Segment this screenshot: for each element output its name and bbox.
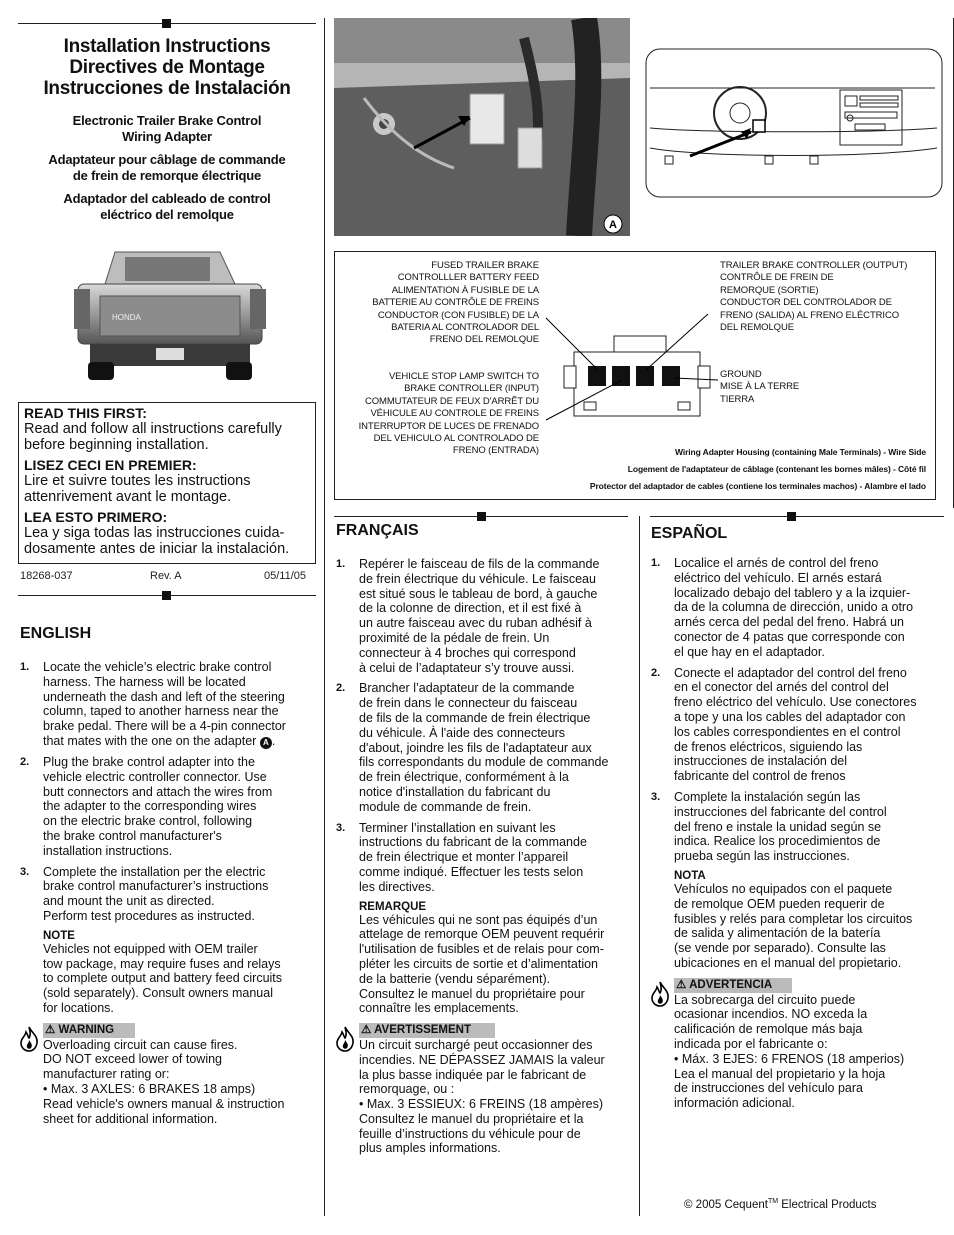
step-line: eléctrico del vehículo. El arnés estará bbox=[674, 570, 882, 585]
step-line: underneath the dash and left of the steering bbox=[43, 689, 285, 704]
step-number: 3. bbox=[336, 821, 346, 834]
warning-label-text: AVERTISSEMENT bbox=[374, 1024, 472, 1037]
step-number: 1. bbox=[20, 661, 30, 673]
callout-line: FRENO (ENTRADA) bbox=[452, 445, 539, 457]
step-line: Terminer l’installation en suivant les bbox=[359, 820, 556, 835]
subtitle-line: Electronic Trailer Brake Control bbox=[72, 113, 262, 128]
callout-line: CONTRÔLE DE FREIN DE bbox=[720, 272, 834, 284]
step-line: column, taped to another harness near the bbox=[43, 704, 279, 719]
note-line: for locations. bbox=[43, 1000, 114, 1015]
section-marker bbox=[162, 19, 171, 28]
subtitle-line: de frein de remorque électrique bbox=[72, 168, 262, 183]
warning-triangle-icon: ⚠ bbox=[45, 1023, 56, 1036]
read-first-fr-line: Lire et suivre toutes les instructions bbox=[24, 473, 251, 489]
step-line: fabricante del control de frenos bbox=[674, 769, 846, 784]
read-first-fr-heading: LISEZ CECI EN PREMIER: bbox=[24, 457, 197, 473]
step-line: el que hay en el adaptador. bbox=[674, 644, 825, 659]
connector-housing-drawing bbox=[540, 290, 720, 440]
step-line: proximité de la pédale de frein. Un bbox=[359, 630, 550, 645]
step-line: de la colonne de direction, et il est fixé à bbox=[359, 601, 582, 616]
note-line: ubicaciones en el manual del propietario. bbox=[674, 955, 902, 970]
step-line: connecteur à 4 broches qui correspond bbox=[359, 645, 576, 660]
step-line: brake pedal. There will be a 4-pin connector bbox=[43, 719, 286, 734]
note-line: Les véhicules qui ne sont pas équipés d’un bbox=[359, 912, 598, 927]
step-line: the adapter to the corresponding wires bbox=[43, 799, 257, 814]
step-item bbox=[651, 666, 949, 784]
warning-label-text: WARNING bbox=[58, 1023, 115, 1036]
warning-line: la plus basse indiquée par le fabricant de bbox=[359, 1067, 587, 1082]
note-text bbox=[674, 882, 949, 971]
subtitle-line: Adaptateur pour câblage de commande bbox=[48, 152, 286, 167]
callout-line: COMMUTATEUR DE FEUX D'ARRÊT DU bbox=[364, 395, 539, 407]
step-line: prueba según las instrucciones. bbox=[674, 849, 850, 864]
step-line: butt connectors and attach the wires from bbox=[43, 784, 273, 799]
step-line: a tope y una los cables del adaptador con bbox=[674, 709, 906, 724]
step-line: du véhicule. À l'aide des connecteurs bbox=[359, 725, 565, 740]
english-heading: ENGLISH bbox=[20, 625, 92, 642]
callout-line: CONDUCTOR DEL CONTROLADOR DE bbox=[720, 297, 892, 309]
step-line: de frein dans le connecteur du faisceau bbox=[359, 696, 578, 711]
note-line: Vehículos no equipados con el paquete bbox=[674, 881, 893, 896]
truck-rear-image bbox=[70, 244, 270, 384]
callout-line: BRAKE CONTROLLER (INPUT) bbox=[404, 383, 539, 395]
step-line: on the electric brake control, following bbox=[43, 814, 253, 829]
callout-line: REMORQUE (SORTIE) bbox=[720, 284, 819, 296]
step-line: vehicle electric controller connector. Use bbox=[43, 769, 267, 784]
callout-ground bbox=[720, 369, 900, 406]
read-first-es-line: Lea y siga todas las instrucciones cuida- bbox=[24, 525, 285, 541]
step-line: brake control manufacturer’s instructions bbox=[43, 879, 269, 894]
callout-line: VEHICLE STOP LAMP SWITCH TO bbox=[388, 371, 539, 382]
step-item bbox=[336, 821, 632, 895]
under-dash-photo bbox=[334, 18, 630, 236]
step-item bbox=[651, 790, 949, 864]
read-first-es-heading: LEA ESTO PRIMERO: bbox=[24, 509, 168, 525]
note-heading: REMARQUE bbox=[359, 900, 427, 913]
page-title bbox=[18, 36, 316, 99]
step-item bbox=[20, 755, 316, 859]
dashboard-drawing bbox=[645, 48, 943, 198]
section-marker bbox=[162, 591, 171, 600]
step-number: 3. bbox=[651, 790, 661, 803]
warning-line: sheet for additional information. bbox=[43, 1111, 218, 1126]
note-text bbox=[43, 942, 316, 1016]
caption-line: Wiring Adapter Housing (containing Male Terminals) - Wire Side bbox=[674, 447, 926, 457]
callout-line: FRENO (SALIDA) AL FRENO ELÉCTRICO bbox=[720, 309, 899, 321]
title-en: Installation Instructions bbox=[63, 36, 271, 57]
note-line: (se vende por separado). Consulte las bbox=[674, 941, 886, 956]
callout-line: VÉHICULE AU CONTROLE DE FREINS bbox=[370, 408, 539, 420]
copyright-company: Electrical Products bbox=[778, 1198, 877, 1211]
step-line: freno eléctrico del vehículo. Use conectores bbox=[674, 695, 917, 710]
step-line: Localice el arnés de control del freno bbox=[674, 556, 879, 570]
step-line: the brake control manufacturer's bbox=[43, 828, 222, 843]
caption-line: Protector del adaptador de cables (contiene los terminales machos) - Alambre el lado bbox=[589, 481, 926, 491]
trademark: TM bbox=[767, 1198, 779, 1205]
title-fr: Directives de Montage bbox=[69, 57, 265, 78]
callout-line: BATERIA AL CONTROLADOR DEL bbox=[391, 322, 539, 334]
french-heading: FRANÇAIS bbox=[336, 522, 419, 539]
warning-line: La sobrecarga del circuito puede bbox=[674, 992, 856, 1007]
warning-line: de instrucciones del vehículo para bbox=[674, 1081, 864, 1096]
subtitle-es bbox=[18, 191, 316, 223]
step-line: Plug the brake control adapter into the bbox=[43, 754, 255, 769]
note-heading: NOTA bbox=[674, 869, 706, 882]
step-line: indica. Realice los procedimientos de bbox=[674, 834, 881, 849]
copyright bbox=[684, 1198, 876, 1211]
fire-icon bbox=[19, 1026, 39, 1052]
step-item bbox=[20, 865, 316, 924]
step-line: conector de 4 patas que corresponde con bbox=[674, 629, 905, 644]
read-first-en-heading: READ THIS FIRST: bbox=[24, 405, 147, 421]
subtitle-line: Wiring Adapter bbox=[122, 129, 212, 144]
warning-label bbox=[674, 978, 792, 993]
note-line: pléter les circuits de sortie et d’alimentation bbox=[359, 956, 599, 971]
step-line: est situé sous le tableau de bord, à gauche bbox=[359, 586, 598, 601]
warning-block bbox=[43, 1022, 316, 1127]
warning-block bbox=[359, 1022, 632, 1156]
callout-line: DEL REMOLQUE bbox=[720, 322, 794, 334]
photo-marker-a: A bbox=[609, 219, 617, 231]
callout-line: CONTROLLLER BATTERY FEED bbox=[397, 272, 539, 284]
step-line: fils correspondants du module de commande bbox=[359, 755, 609, 770]
step-line: del freno e instale la unidad según se bbox=[674, 819, 882, 834]
warning-line: remorquage, ou : bbox=[359, 1082, 455, 1097]
callout-line: DEL VEHICULO AL CONTROLADO DE bbox=[373, 433, 539, 445]
spanish-section bbox=[651, 556, 949, 1111]
step-line: and mount the unit as directed. bbox=[43, 894, 215, 909]
step-line: harness. The harness will be located bbox=[43, 674, 246, 689]
step-line: localizado debajo del tablero y a la izquier- bbox=[674, 585, 911, 600]
column-divider-1 bbox=[324, 18, 325, 1216]
warning-line: Read vehicle's owners manual & instruction bbox=[43, 1096, 285, 1111]
step-line: notice d'installation du fabricant du bbox=[359, 784, 551, 799]
step-line: de frein électrique du véhicule. Le faisceau bbox=[359, 571, 596, 586]
subtitle-line: eléctrico del remolque bbox=[100, 207, 234, 222]
step-line: en el conector del arnés del control del bbox=[674, 680, 889, 695]
copyright-text: © 2005 Cequent bbox=[684, 1198, 768, 1211]
step-line: instructions du fabricant de la commande bbox=[359, 835, 587, 850]
warning-line: • Máx. 3 EJES: 6 FRENOS (18 amperios) bbox=[674, 1051, 905, 1066]
warning-line: calificación de remolque más baja bbox=[674, 1022, 863, 1037]
revision: Rev. A bbox=[150, 570, 182, 582]
callout-line: TRAILER BRAKE CONTROLLER (OUTPUT) bbox=[720, 260, 908, 271]
subtitle-fr bbox=[18, 152, 316, 184]
step-number: 2. bbox=[336, 682, 346, 695]
step-line: de frein électrique et monter l’appareil bbox=[359, 850, 569, 865]
step-line: instrucciones de instalación del bbox=[674, 754, 848, 769]
warning-line: indicada por el fabricante o: bbox=[674, 1036, 828, 1051]
callout-line: TIERRA bbox=[720, 393, 755, 405]
callout-line: INTERRUPTOR DE LUCES DE FRENADO bbox=[358, 420, 539, 432]
step-line-text: that mates with the one on the adapter bbox=[43, 733, 257, 748]
callout-line: FUSED TRAILER BRAKE bbox=[431, 260, 539, 271]
step-line: Perform test procedures as instructed. bbox=[43, 908, 255, 923]
step-number: 2. bbox=[651, 666, 661, 679]
note-line: attelage de remorque OEM peuvent requérir bbox=[359, 927, 605, 942]
fire-icon bbox=[650, 981, 670, 1007]
doc-date: 05/11/05 bbox=[264, 570, 307, 582]
step-line: Repérer le faisceau de fils de la commande bbox=[359, 557, 600, 571]
callout-battery-feed bbox=[340, 260, 539, 347]
subtitle-en bbox=[18, 113, 316, 145]
note-line: Consultez le manuel du propriétaire pour bbox=[359, 986, 585, 1001]
step-item bbox=[20, 660, 316, 749]
step-line: d'about, joindre les fils de l'adaptateur aux bbox=[359, 740, 592, 755]
step-line: de fils de la commande de frein électrique bbox=[359, 710, 591, 725]
step-line: Brancher l’adaptateur de la commande bbox=[359, 681, 575, 696]
part-number: 18268-037 bbox=[20, 570, 73, 582]
step-line: installation instructions. bbox=[43, 843, 173, 858]
warning-block bbox=[674, 977, 949, 1111]
step-line: Conecte el adaptador del control del freno bbox=[674, 665, 907, 680]
warning-line: • Max. 3 AXLES: 6 BRAKES 18 amps) bbox=[43, 1081, 256, 1096]
warning-line: ocasionar incendios. NO exceda la bbox=[674, 1007, 868, 1022]
warning-line: DO NOT exceed lower of towing bbox=[43, 1052, 223, 1067]
section-marker bbox=[787, 512, 796, 521]
title-es: Instrucciones de Instalación bbox=[43, 78, 291, 99]
step-number: 3. bbox=[20, 865, 30, 878]
step-line: arnés cerca del pedal del freno. Habrá un bbox=[674, 615, 905, 630]
warning-label bbox=[359, 1023, 495, 1038]
warning-line: Lea el manual del propietario y la hoja bbox=[674, 1066, 886, 1081]
callout-line: FRENO DEL REMOLQUE bbox=[429, 334, 539, 346]
callout-line: ALIMENTATION À FUSIBLE DE LA bbox=[391, 284, 539, 296]
read-first-es-line: dosamente antes de iniciar la instalación. bbox=[24, 541, 290, 557]
warning-line: Consultez le manuel du propriétaire et la bbox=[359, 1111, 584, 1126]
read-first-box bbox=[18, 402, 316, 564]
read-first-fr-line: attenrivement avant le montage. bbox=[24, 489, 232, 505]
step-line: los cables correspondientes en el control bbox=[674, 724, 901, 739]
note-line: connaître les emplacements. bbox=[359, 1001, 519, 1016]
marker-a-icon: A bbox=[260, 737, 272, 749]
step-item bbox=[336, 557, 632, 675]
french-section bbox=[336, 557, 632, 1156]
spanish-rule bbox=[650, 516, 944, 517]
step-line: Locate the vehicle’s electric brake control bbox=[43, 660, 272, 674]
step-line: comme indiqué. Effectuer les tests selon bbox=[359, 864, 584, 879]
step-number: 1. bbox=[336, 558, 346, 570]
spanish-heading: ESPAÑOL bbox=[651, 525, 728, 542]
note-line: l'utilisation de fusibles et de relais pour com- bbox=[359, 942, 604, 957]
warning-line: plus amples informations. bbox=[359, 1141, 501, 1156]
svg-text:HONDA: HONDA bbox=[112, 313, 141, 322]
callout-line: BATTERIE AU CONTRÔLE DE FREINS bbox=[372, 297, 539, 309]
warning-line: Un circuit surchargé peut occasionner des bbox=[359, 1037, 593, 1052]
note-text bbox=[359, 913, 632, 1017]
warning-line: Overloading circuit can cause fires. bbox=[43, 1037, 238, 1052]
warning-label bbox=[43, 1023, 135, 1038]
warning-triangle-icon: ⚠ bbox=[676, 978, 687, 991]
diagram-captions bbox=[340, 444, 926, 495]
column-divider-2 bbox=[639, 516, 640, 1216]
warning-line: información adicional. bbox=[674, 1096, 795, 1111]
warning-triangle-icon: ⚠ bbox=[361, 1024, 372, 1037]
callout-line: CONDUCTOR (CON FUSIBLE) DE LA bbox=[377, 309, 539, 321]
step-line: da de la columna de dirección, unido a otro bbox=[674, 600, 914, 615]
note-line: de salida y alimentación de la batería bbox=[674, 926, 881, 941]
step-line: les directives. bbox=[359, 879, 435, 894]
warning-label-text: ADVERTENCIA bbox=[689, 978, 773, 991]
step-line: de frein électrique, conformément à la bbox=[359, 770, 569, 785]
english-section bbox=[20, 660, 316, 1126]
read-first-en-line: before beginning installation. bbox=[24, 437, 209, 453]
callout-output bbox=[720, 260, 930, 334]
fire-icon bbox=[335, 1026, 355, 1052]
step-number: 2. bbox=[20, 755, 30, 768]
note-line: de remolque OEM pueden requerir de bbox=[674, 896, 885, 911]
step-line: module de commande de frein. bbox=[359, 799, 532, 814]
step-item bbox=[336, 681, 632, 814]
warning-line: incendies. NE DÉPASSEZ JAMAIS la valeur bbox=[359, 1052, 605, 1067]
note-line: to complete output and battery feed circuits bbox=[43, 971, 283, 986]
callout-line: MISE À LA TERRE bbox=[720, 381, 800, 393]
subtitle-line: Adaptador del cableado de control bbox=[63, 191, 271, 206]
section-marker bbox=[477, 512, 486, 521]
warning-line: manufacturer rating or: bbox=[43, 1067, 170, 1082]
callout-line: GROUND bbox=[720, 369, 762, 380]
caption-line: Logement de l'adaptateur de câblage (contenant les bornes mâles) - Côté fil bbox=[627, 464, 926, 474]
note-line: de la batterie (vendu séparément). bbox=[359, 971, 551, 986]
read-first-en-line: Read and follow all instructions carefully bbox=[24, 421, 282, 437]
note-line: fusibles y relés para completar los circuitos bbox=[674, 911, 913, 926]
note-heading: NOTE bbox=[43, 929, 75, 942]
step-line: Complete the installation per the electric bbox=[43, 864, 266, 879]
note-line: (sold separately). Consult owners manual bbox=[43, 986, 273, 1001]
step-line: Complete la instalación según las bbox=[674, 789, 861, 804]
step-line: instrucciones del fabricante del control bbox=[674, 804, 887, 819]
warning-line: • Max. 3 ESSIEUX: 6 FREINS (18 ampères) bbox=[359, 1097, 604, 1112]
step-line: that mates with the one on the adapter A . bbox=[43, 733, 276, 748]
step-number: 1. bbox=[651, 557, 661, 569]
step-line: un autre faisceau avec du ruban adhésif à bbox=[359, 616, 592, 631]
step-item bbox=[651, 556, 949, 660]
note-line: Vehicles not equipped with OEM trailer bbox=[43, 941, 258, 956]
step-line: à celui de l’adaptateur s’y trouve aussi. bbox=[359, 660, 575, 675]
step-line: de frenos eléctricos, siguiendo las bbox=[674, 739, 863, 754]
warning-line: feuille d’instructions du véhicule pour de bbox=[359, 1126, 581, 1141]
note-line: tow package, may require fuses and relays bbox=[43, 956, 281, 971]
